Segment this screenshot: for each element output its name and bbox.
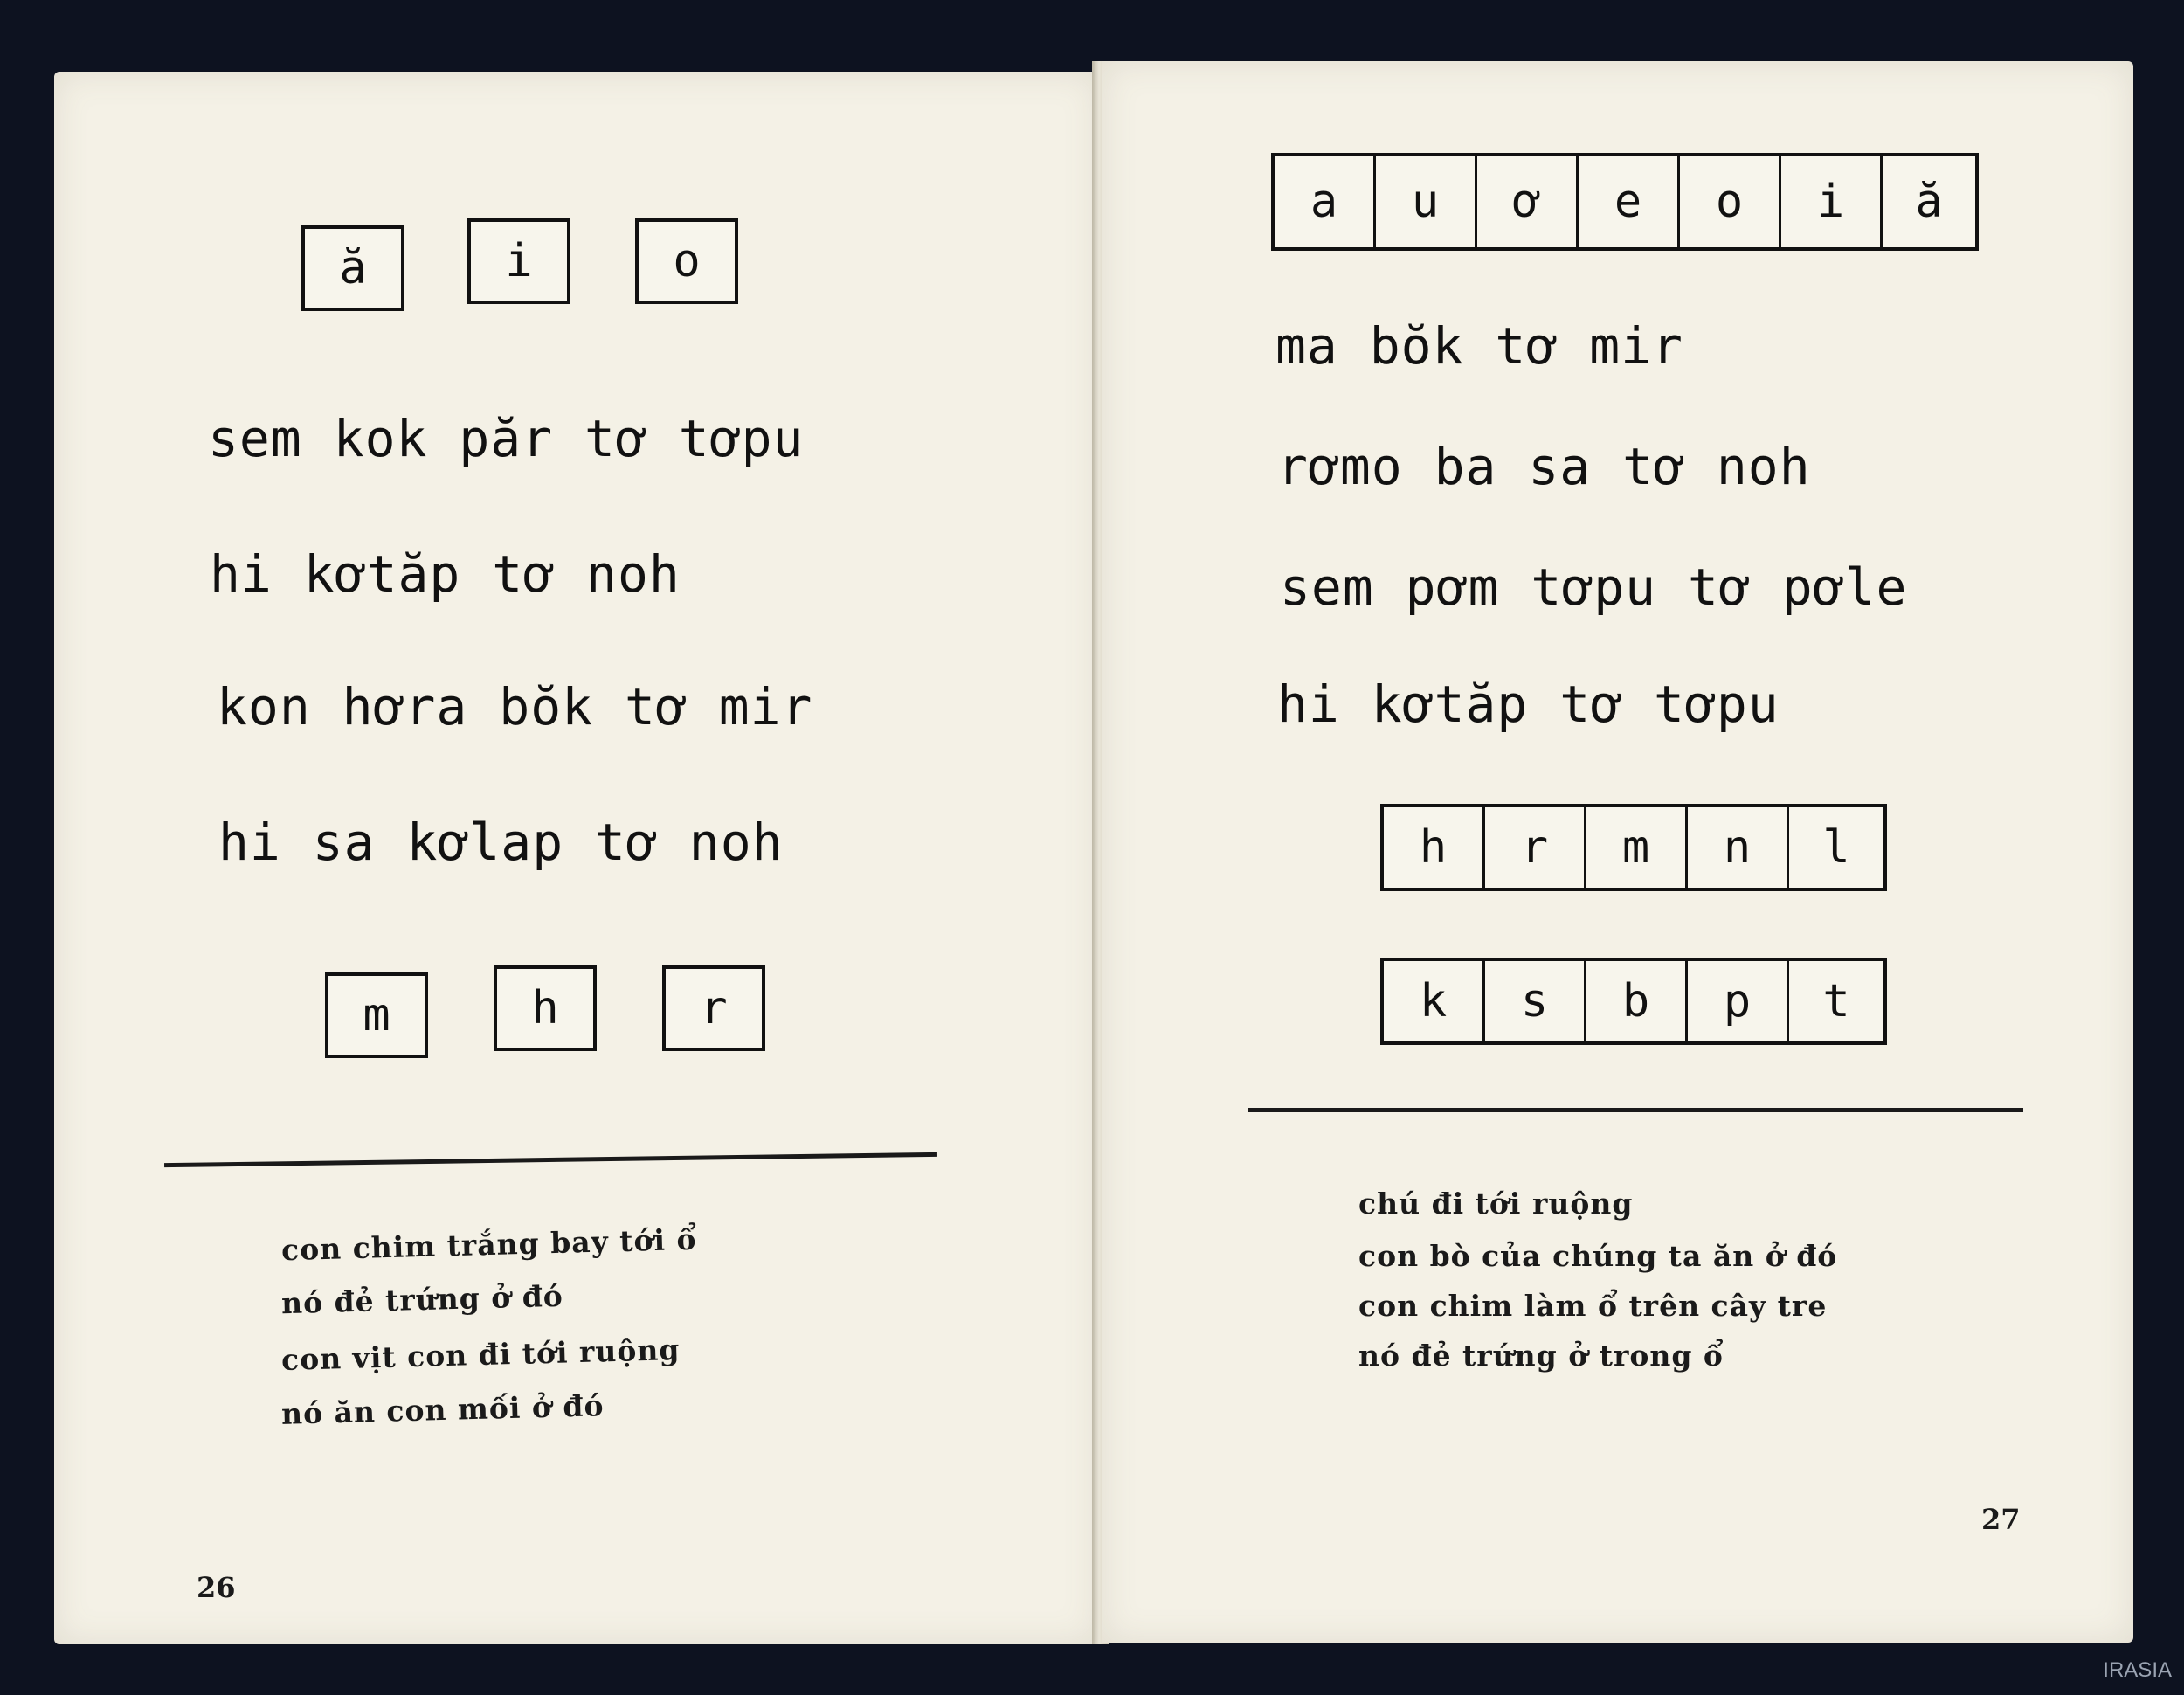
translation-line: con vịt con đi tới ruộng	[280, 1332, 681, 1377]
reading-line: sem pơm tơpu tơ pơle	[1280, 557, 1908, 617]
translation-line: con chim trắng bay tới ổ	[280, 1221, 698, 1268]
reading-line: hi kơtăp tơ tơpu	[1277, 675, 1780, 734]
strip-cell: m	[1586, 807, 1688, 888]
translation-line: chú đi tới ruộng	[1358, 1186, 1634, 1221]
letter-box: o	[635, 218, 738, 304]
strip-cell: k	[1384, 961, 1485, 1041]
reading-line: sem kok păr tơ tơpu	[208, 409, 805, 468]
letter-box: r	[662, 965, 765, 1051]
letter-box: i	[467, 218, 570, 304]
consonant-strip	[1380, 958, 1887, 1045]
strip-cell: a	[1275, 156, 1376, 247]
reading-line: rơmo ba sa tơ noh	[1277, 437, 1811, 496]
strip-cell: o	[1680, 156, 1781, 247]
strip-cell: r	[1485, 807, 1586, 888]
strip-cell: s	[1485, 961, 1586, 1041]
reading-line: kon hơra bŏk tơ mir	[217, 677, 813, 737]
reading-line: hi sa kơlap tơ noh	[218, 813, 784, 872]
divider-rule	[1248, 1108, 2023, 1112]
letter-box: m	[325, 972, 428, 1058]
strip-cell: n	[1688, 807, 1789, 888]
strip-cell: e	[1579, 156, 1680, 247]
strip-cell: i	[1781, 156, 1883, 247]
translation-line: con chim làm ổ trên cây tre	[1358, 1289, 1828, 1323]
translation-line: nó đẻ trứng ở trong ổ	[1358, 1339, 1724, 1373]
consonant-strip	[1380, 804, 1887, 891]
page-number: 26	[197, 1571, 236, 1604]
strip-cell: ơ	[1477, 156, 1579, 247]
reading-line: hi kơtăp tơ noh	[210, 544, 681, 604]
strip-cell: b	[1586, 961, 1688, 1041]
translation-line: nó đẻ trứng ở đó	[280, 1278, 564, 1321]
vowel-strip	[1271, 153, 1979, 251]
strip-cell: ă	[1915, 176, 1943, 228]
watermark-label: IRASIA	[2103, 1658, 2172, 1682]
letter-box: h	[494, 965, 597, 1051]
page-number: 27	[1981, 1503, 2021, 1536]
strip-cell: l	[1822, 821, 1850, 874]
translation-line: con bò của chúng ta ăn ở đó	[1358, 1239, 1838, 1273]
strip-cell: u	[1376, 156, 1477, 247]
reading-line: ma bŏk tơ mir	[1275, 316, 1683, 376]
strip-cell: t	[1822, 975, 1850, 1027]
letter-box: ă	[301, 225, 404, 311]
strip-cell: p	[1688, 961, 1789, 1041]
translation-line: nó ăn con mối ở đó	[280, 1388, 605, 1431]
strip-cell: h	[1384, 807, 1485, 888]
